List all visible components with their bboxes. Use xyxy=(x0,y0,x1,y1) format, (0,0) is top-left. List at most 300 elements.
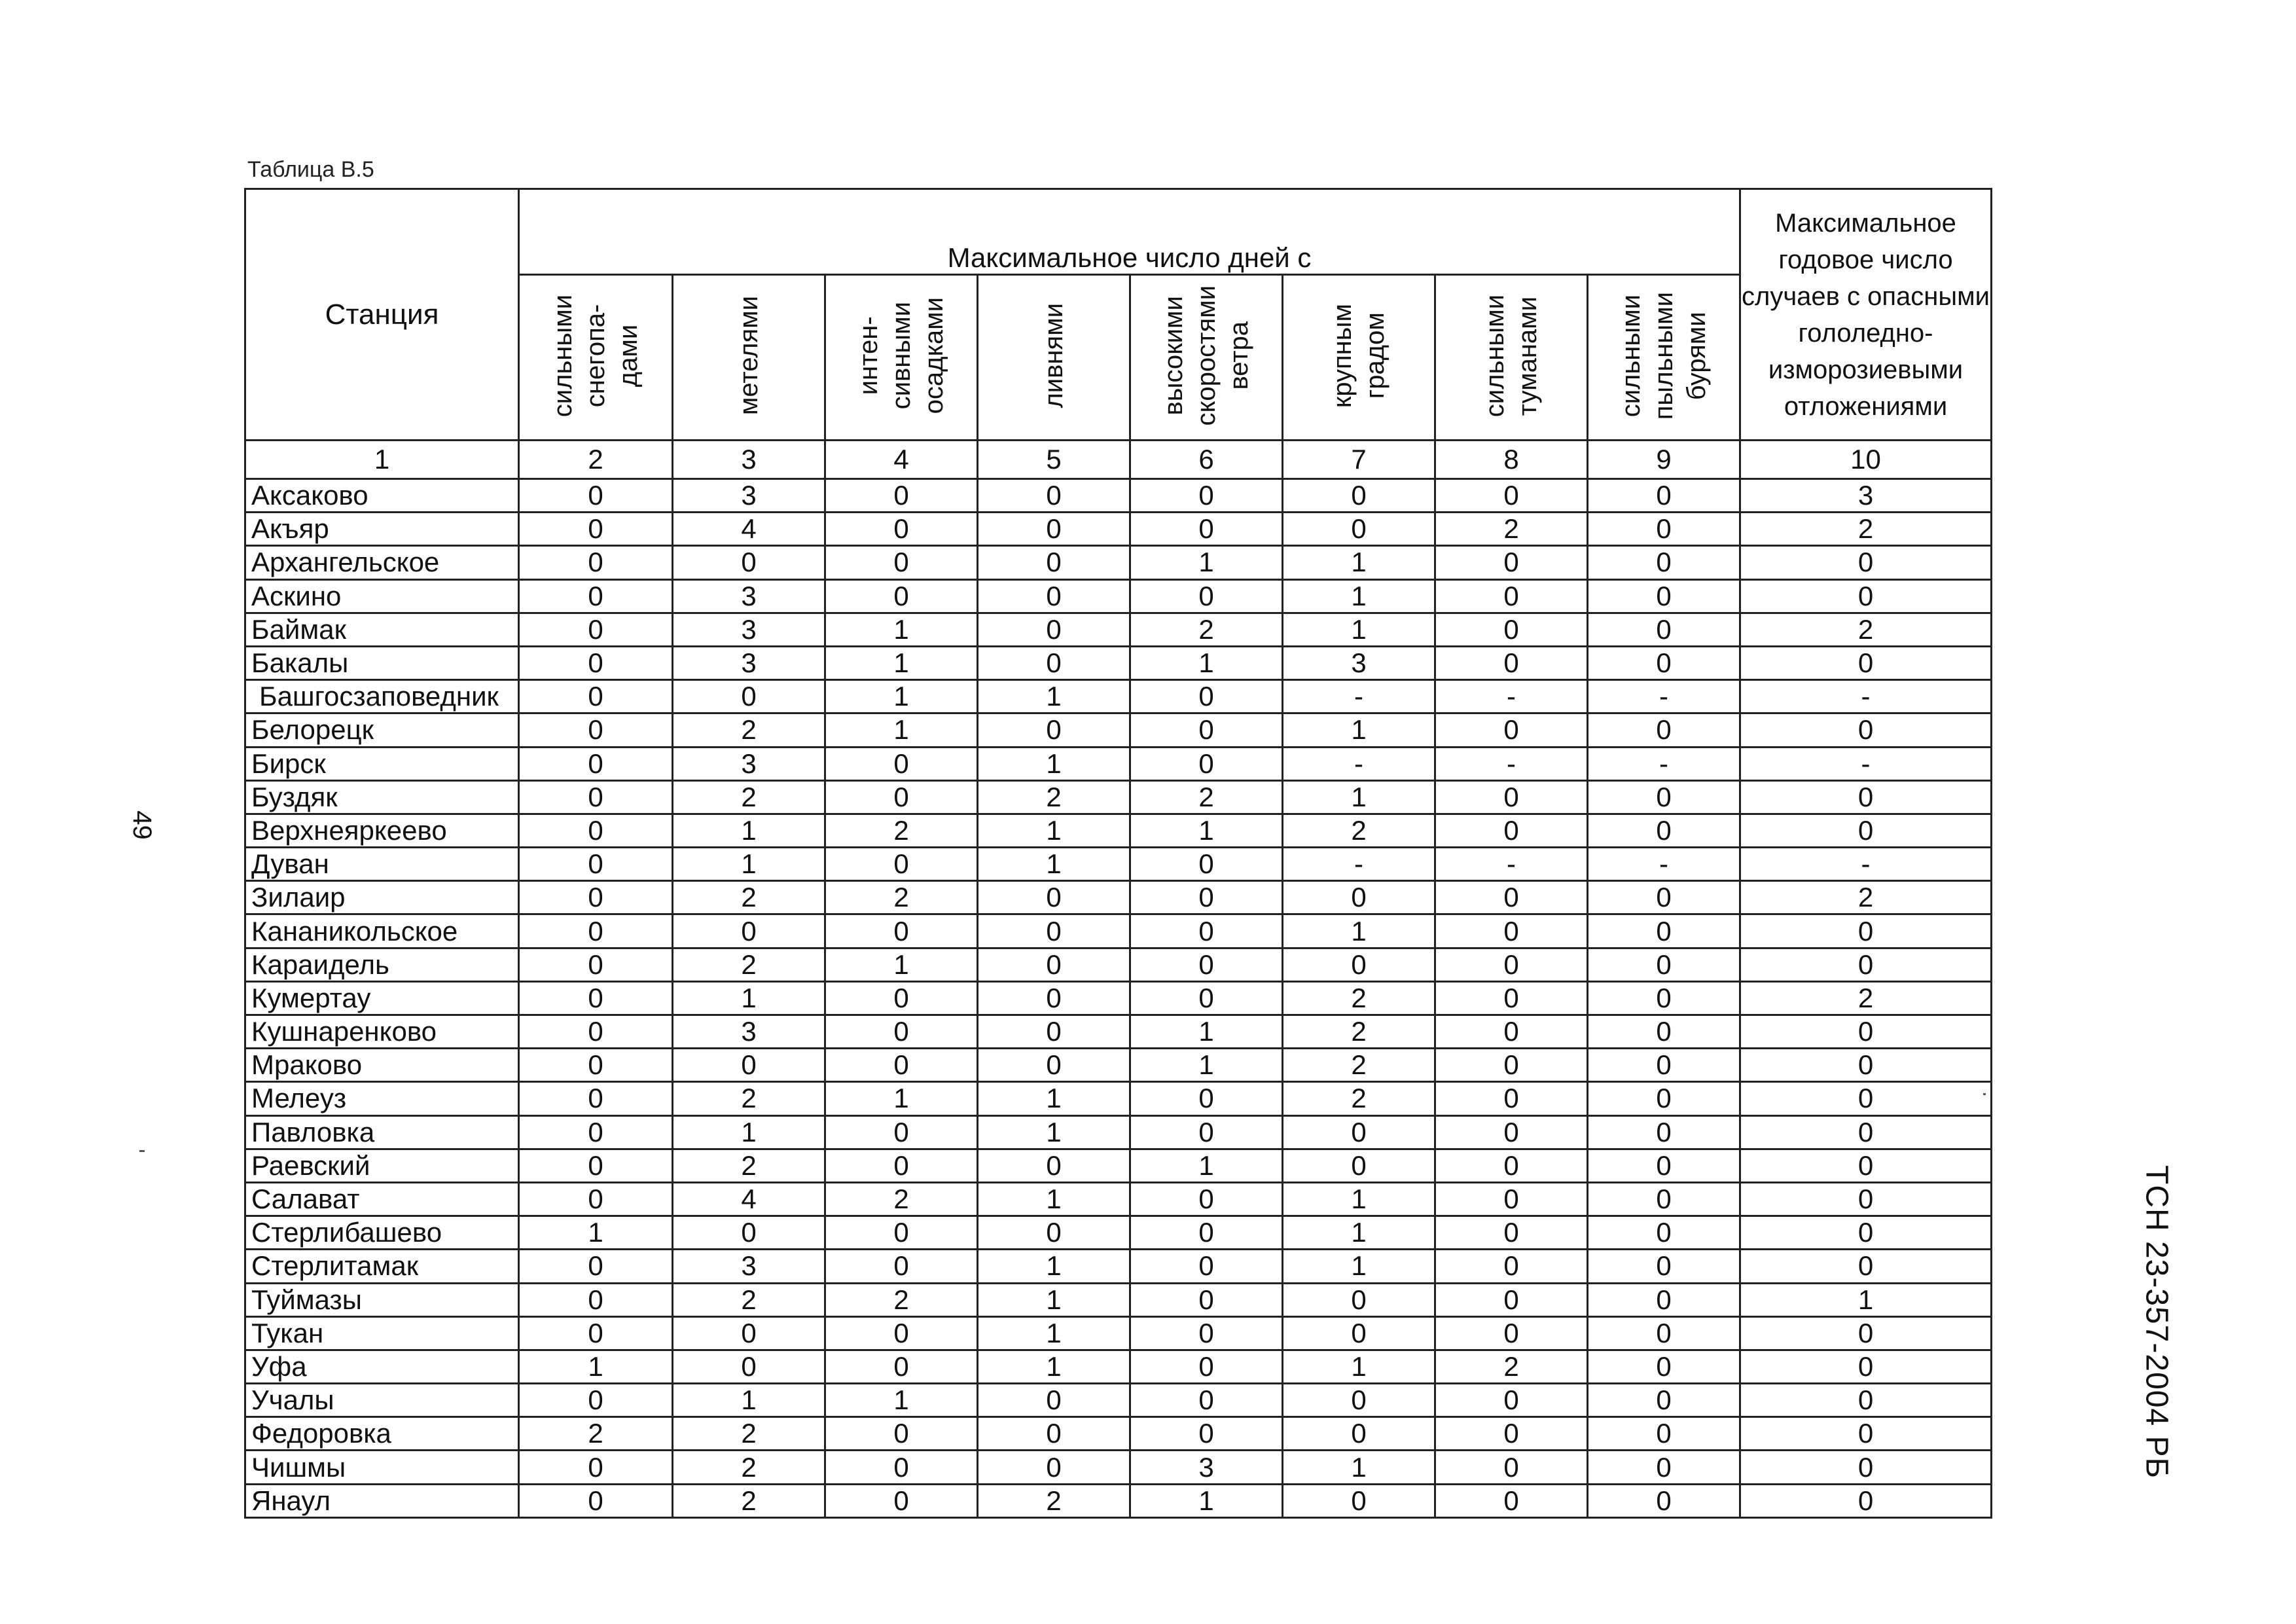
table-cell: 3 xyxy=(1283,646,1435,679)
table-cell: 0 xyxy=(978,981,1130,1015)
table-cell: 0 xyxy=(978,1149,1130,1182)
table-cell: 0 xyxy=(978,1015,1130,1049)
document-code: ТСН 23-357-2004 РБ xyxy=(2139,1164,2174,1479)
table-cell: 0 xyxy=(519,814,673,847)
header-subcol-3 xyxy=(673,275,825,441)
table-cell: 0 xyxy=(825,1451,978,1484)
table-cell: 0 xyxy=(1588,513,1740,546)
table-cell: 0 xyxy=(519,613,673,646)
table-cell: 0 xyxy=(978,513,1130,546)
header-station: Станция xyxy=(245,189,519,441)
table-cell: 0 xyxy=(1130,1182,1283,1216)
table-cell: 2 xyxy=(1740,513,1992,546)
table-cell: 0 xyxy=(1588,1417,1740,1451)
column-number: 6 xyxy=(1130,441,1283,479)
table-caption: Таблица В.5 xyxy=(247,157,374,182)
table-cell: 2 xyxy=(673,780,825,814)
table-cell: 0 xyxy=(1740,1216,1992,1250)
table-cell: 0 xyxy=(1435,948,1588,981)
table-cell: 0 xyxy=(825,1350,978,1383)
table-row xyxy=(245,1384,1992,1417)
table-cell: 0 xyxy=(673,1316,825,1350)
table-cell: 2 xyxy=(1130,613,1283,646)
table-cell: 0 xyxy=(1435,646,1588,679)
table-cell: 0 xyxy=(1588,881,1740,914)
table-cell: 2 xyxy=(1283,1015,1435,1049)
table-cell: 0 xyxy=(1588,1283,1740,1316)
table-cell: 0 xyxy=(825,1149,978,1182)
table-row xyxy=(245,981,1992,1015)
table-cell: 0 xyxy=(1588,981,1740,1015)
header-subcol-6 xyxy=(1130,275,1283,441)
table-cell: 0 xyxy=(1283,1417,1435,1451)
table-cell: 0 xyxy=(519,479,673,513)
table-row xyxy=(245,1316,1992,1350)
table-cell: 1 xyxy=(1283,1216,1435,1250)
table-cell: 0 xyxy=(1588,613,1740,646)
table-cell: 0 xyxy=(1588,579,1740,613)
table-cell: 0 xyxy=(1130,579,1283,613)
table-cell: 0 xyxy=(1435,981,1588,1015)
table-cell: - xyxy=(1588,680,1740,713)
table-cell: 0 xyxy=(825,1250,978,1283)
station-name: Мраково xyxy=(245,1049,519,1082)
table-cell: 1 xyxy=(978,747,1130,780)
column-number: 1 xyxy=(245,441,519,479)
table-cell: 0 xyxy=(1130,1350,1283,1383)
table-cell: 0 xyxy=(673,680,825,713)
table-cell: 2 xyxy=(978,780,1130,814)
table-cell: 1 xyxy=(978,1115,1130,1149)
table-row xyxy=(245,513,1992,546)
header-subcol-label: крупным градом xyxy=(1328,303,1390,408)
table-cell: 0 xyxy=(1435,479,1588,513)
table-cell: 2 xyxy=(825,881,978,914)
table-row xyxy=(245,546,1992,579)
table-cell: 0 xyxy=(1588,1250,1740,1283)
station-name: Белорецк xyxy=(245,713,519,747)
table-cell: 0 xyxy=(1435,713,1588,747)
table-cell: 0 xyxy=(1283,1484,1435,1517)
table-cell: 0 xyxy=(978,613,1130,646)
page-number: 49 xyxy=(127,810,156,840)
table-cell: 0 xyxy=(825,1015,978,1049)
table-cell: 0 xyxy=(1740,1451,1992,1484)
station-name: Баймак xyxy=(245,613,519,646)
table-cell: 2 xyxy=(825,1182,978,1216)
table-cell: - xyxy=(1588,747,1740,780)
table-cell: 0 xyxy=(519,513,673,546)
station-name: Тукан xyxy=(245,1316,519,1350)
table-row xyxy=(245,1015,1992,1049)
table-cell: 1 xyxy=(1283,546,1435,579)
table-cell: 0 xyxy=(978,914,1130,948)
table-cell: 1 xyxy=(1283,1350,1435,1383)
table-cell: 0 xyxy=(1130,1417,1283,1451)
table-cell: 0 xyxy=(1740,1250,1992,1283)
table-cell: 1 xyxy=(1283,1451,1435,1484)
table-cell: - xyxy=(1283,680,1435,713)
table-cell: 0 xyxy=(978,1451,1130,1484)
table-cell: 1 xyxy=(825,948,978,981)
table-cell: 0 xyxy=(1130,881,1283,914)
station-name: Мелеуз xyxy=(245,1082,519,1115)
station-name: Учалы xyxy=(245,1384,519,1417)
table-cell: 0 xyxy=(825,1417,978,1451)
table-cell: 0 xyxy=(519,1283,673,1316)
table-cell: 0 xyxy=(1435,1049,1588,1082)
table-cell: 0 xyxy=(519,1384,673,1417)
table-cell: 0 xyxy=(825,1316,978,1350)
table-row xyxy=(245,780,1992,814)
table-row xyxy=(245,613,1992,646)
table-cell: 0 xyxy=(1740,579,1992,613)
table-cell: 0 xyxy=(825,747,978,780)
table-cell: 0 xyxy=(1130,1283,1283,1316)
header-max-annual-icing: Максимальное годовое число случаев с опасными гололедно-изморозиевыми отложениями xyxy=(1740,189,1992,441)
table-cell: 0 xyxy=(1130,1250,1283,1283)
station-name: Караидель xyxy=(245,948,519,981)
table-cell: 0 xyxy=(1588,1115,1740,1149)
table-row xyxy=(245,646,1992,679)
table-cell: 0 xyxy=(519,1316,673,1350)
station-name: Уфа xyxy=(245,1350,519,1383)
table-cell: 0 xyxy=(825,981,978,1015)
table-cell: 0 xyxy=(1588,948,1740,981)
table-cell: 0 xyxy=(825,914,978,948)
table-cell: 0 xyxy=(825,848,978,881)
column-number: 7 xyxy=(1283,441,1435,479)
table-cell: - xyxy=(1283,848,1435,881)
table-cell: 0 xyxy=(1740,814,1992,847)
table-cell: 0 xyxy=(1130,713,1283,747)
table-cell: - xyxy=(1740,848,1992,881)
table-cell: 0 xyxy=(1740,1182,1992,1216)
table-cell: 4 xyxy=(673,513,825,546)
table-cell: 2 xyxy=(1740,881,1992,914)
column-number: 10 xyxy=(1740,441,1992,479)
station-name: Бакалы xyxy=(245,646,519,679)
table-row xyxy=(245,848,1992,881)
table-cell: 0 xyxy=(1435,613,1588,646)
table-cell: 0 xyxy=(978,646,1130,679)
table-cell: 0 xyxy=(978,1049,1130,1082)
table-cell: 0 xyxy=(1435,814,1588,847)
table-cell: 0 xyxy=(1130,981,1283,1015)
table-cell: 0 xyxy=(1130,1384,1283,1417)
table-cell: 1 xyxy=(519,1350,673,1383)
column-number: 3 xyxy=(673,441,825,479)
table-row xyxy=(245,579,1992,613)
table-cell: 0 xyxy=(519,881,673,914)
table-cell: 0 xyxy=(1130,948,1283,981)
table-cell: 1 xyxy=(673,981,825,1015)
table-cell: 0 xyxy=(1130,914,1283,948)
table-cell: 0 xyxy=(1435,1250,1588,1283)
table-cell: 0 xyxy=(519,713,673,747)
table-cell: 0 xyxy=(1435,1451,1588,1484)
table-cell: 0 xyxy=(519,848,673,881)
table-row xyxy=(245,1451,1992,1484)
table-cell: 0 xyxy=(519,914,673,948)
table-cell: 1 xyxy=(1130,646,1283,679)
table-cell: 0 xyxy=(673,1049,825,1082)
header-subcol-9 xyxy=(1588,275,1740,441)
table-cell: 0 xyxy=(1130,1082,1283,1115)
table-cell: 0 xyxy=(519,546,673,579)
table-cell: 0 xyxy=(825,479,978,513)
table-cell: 0 xyxy=(1130,747,1283,780)
table-row xyxy=(245,881,1992,914)
table-cell: 0 xyxy=(673,914,825,948)
station-name: Бирск xyxy=(245,747,519,780)
header-subcol-label: метелями xyxy=(734,296,763,416)
table-cell: 0 xyxy=(1588,479,1740,513)
table-cell: 0 xyxy=(1435,914,1588,948)
table-cell: 1 xyxy=(1130,1049,1283,1082)
table-cell: 0 xyxy=(1435,1484,1588,1517)
table-cell: 0 xyxy=(1740,914,1992,948)
table-row xyxy=(245,914,1992,948)
table-cell: 0 xyxy=(1435,881,1588,914)
table-cell: 1 xyxy=(1283,914,1435,948)
table-cell: 2 xyxy=(673,1484,825,1517)
table-cell: 1 xyxy=(1130,546,1283,579)
table-cell: 0 xyxy=(1740,948,1992,981)
table-cell: 1 xyxy=(1283,1182,1435,1216)
table-cell: 3 xyxy=(1130,1451,1283,1484)
table-cell: 0 xyxy=(978,546,1130,579)
table-cell: 0 xyxy=(1588,546,1740,579)
station-name: Зилаир xyxy=(245,881,519,914)
table-cell: 0 xyxy=(1740,1115,1992,1149)
table-cell: 0 xyxy=(1283,479,1435,513)
table-cell: 0 xyxy=(1588,1015,1740,1049)
column-number: 5 xyxy=(978,441,1130,479)
table-cell: 0 xyxy=(1435,1384,1588,1417)
table-cell: 0 xyxy=(1130,1115,1283,1149)
header-subcol-label: сильными пыльными бурями xyxy=(1617,291,1711,420)
table-cell: 0 xyxy=(825,513,978,546)
table-cell: 0 xyxy=(825,1484,978,1517)
station-name: Башгосзаповедник xyxy=(245,680,519,713)
table-cell: 2 xyxy=(519,1417,673,1451)
header-subcol-2 xyxy=(519,275,673,441)
table-cell: 0 xyxy=(1740,1350,1992,1383)
table-cell: 2 xyxy=(673,1417,825,1451)
table-row xyxy=(245,1484,1992,1517)
table-cell: 1 xyxy=(978,1182,1130,1216)
table-cell: 0 xyxy=(1435,1182,1588,1216)
table-cell: 1 xyxy=(673,848,825,881)
table-cell: 0 xyxy=(1740,1417,1992,1451)
table-cell: 0 xyxy=(1740,1316,1992,1350)
header-subcol-label: сильными туманами xyxy=(1480,294,1542,418)
station-name: Акъяр xyxy=(245,513,519,546)
table-cell: 0 xyxy=(1283,1384,1435,1417)
table-cell: - xyxy=(1435,848,1588,881)
table-cell: 0 xyxy=(978,881,1130,914)
table-cell: 0 xyxy=(519,1149,673,1182)
table-cell: 0 xyxy=(825,1115,978,1149)
table-cell: - xyxy=(1283,747,1435,780)
table-cell: 0 xyxy=(1740,1015,1992,1049)
table-cell: 2 xyxy=(673,713,825,747)
table-cell: 3 xyxy=(673,1015,825,1049)
table-cell: 0 xyxy=(1740,1484,1992,1517)
table-cell: 0 xyxy=(1435,546,1588,579)
column-number: 8 xyxy=(1435,441,1588,479)
station-name: Кушнаренково xyxy=(245,1015,519,1049)
table-row xyxy=(245,814,1992,847)
table-cell: 1 xyxy=(1283,780,1435,814)
table-cell: - xyxy=(1435,747,1588,780)
table-cell: 3 xyxy=(673,747,825,780)
table-row xyxy=(245,1082,1992,1115)
table-cell: 1 xyxy=(673,814,825,847)
table-cell: 0 xyxy=(1740,1149,1992,1182)
table-cell: 0 xyxy=(1435,1283,1588,1316)
table-cell: 1 xyxy=(1283,613,1435,646)
table-cell: 0 xyxy=(519,1484,673,1517)
table-cell: 1 xyxy=(978,814,1130,847)
table-row xyxy=(245,1417,1992,1451)
table-cell: 0 xyxy=(519,981,673,1015)
station-name: Раевский xyxy=(245,1149,519,1182)
table-cell: 0 xyxy=(1588,1350,1740,1383)
table-cell: 0 xyxy=(1588,1451,1740,1484)
table-cell: 0 xyxy=(1588,646,1740,679)
table-cell: 0 xyxy=(1588,713,1740,747)
table-cell: 0 xyxy=(978,1384,1130,1417)
table-cell: 0 xyxy=(1740,546,1992,579)
station-name: Верхнеяркеево xyxy=(245,814,519,847)
table-row xyxy=(245,1115,1992,1149)
header-subcol-label: ливнями xyxy=(1039,303,1068,408)
table-cell: 0 xyxy=(1435,1149,1588,1182)
table-row xyxy=(245,479,1992,513)
table-cell: 0 xyxy=(1740,646,1992,679)
table-cell: 0 xyxy=(1435,1082,1588,1115)
header-subcol-label: сильными снегопа- дами xyxy=(548,294,643,418)
table-cell: 0 xyxy=(673,1216,825,1250)
table-cell: 0 xyxy=(1588,914,1740,948)
table-cell: 2 xyxy=(1435,513,1588,546)
table-cell: 1 xyxy=(1283,579,1435,613)
table-cell: 2 xyxy=(673,1082,825,1115)
table-cell: 0 xyxy=(1435,1015,1588,1049)
table-cell: 0 xyxy=(519,646,673,679)
column-number: 4 xyxy=(825,441,978,479)
header-subcol-label: высокими скоростями ветра xyxy=(1159,285,1253,426)
table-cell: 3 xyxy=(1740,479,1992,513)
table-cell: 2 xyxy=(673,881,825,914)
table-cell: 0 xyxy=(1588,814,1740,847)
table-cell: 0 xyxy=(519,680,673,713)
table-row xyxy=(245,1283,1992,1316)
station-name: Аксаково xyxy=(245,479,519,513)
scan-speck xyxy=(139,1150,145,1152)
table-row xyxy=(245,713,1992,747)
table-row xyxy=(245,1049,1992,1082)
table-cell: 1 xyxy=(978,1350,1130,1383)
header-subcol-5 xyxy=(978,275,1130,441)
table-cell: 0 xyxy=(519,579,673,613)
table-cell: 1 xyxy=(673,1384,825,1417)
table-cell: 0 xyxy=(978,1417,1130,1451)
table-cell: 1 xyxy=(978,1316,1130,1350)
table-cell: - xyxy=(1740,747,1992,780)
scan-speck xyxy=(1983,1093,1986,1095)
table-cell: 2 xyxy=(1283,981,1435,1015)
station-name: Архангельское xyxy=(245,546,519,579)
station-name: Павловка xyxy=(245,1115,519,1149)
table-cell: 0 xyxy=(1740,1384,1992,1417)
header-max-days: Максимальное число дней с xyxy=(519,189,1740,275)
table-cell: 0 xyxy=(1130,848,1283,881)
table-cell: - xyxy=(1740,680,1992,713)
station-name: Стерлитамак xyxy=(245,1250,519,1283)
station-name: Буздяк xyxy=(245,780,519,814)
table-cell: 0 xyxy=(1588,1316,1740,1350)
table-cell: 0 xyxy=(1130,1216,1283,1250)
table-cell: 1 xyxy=(978,1250,1130,1283)
table-cell: 1 xyxy=(673,1115,825,1149)
table-cell: 2 xyxy=(1740,981,1992,1015)
table-cell: 0 xyxy=(1740,1082,1992,1115)
table-cell: 0 xyxy=(1130,513,1283,546)
table-cell: 1 xyxy=(1130,1015,1283,1049)
table-cell: 3 xyxy=(673,646,825,679)
table-cell: 0 xyxy=(1588,1484,1740,1517)
table-cell: 0 xyxy=(825,546,978,579)
table-cell: 0 xyxy=(519,1082,673,1115)
table-cell: 2 xyxy=(1740,613,1992,646)
table-cell: 0 xyxy=(978,713,1130,747)
table-cell: 0 xyxy=(519,747,673,780)
table-cell: 0 xyxy=(1283,1283,1435,1316)
table-cell: 1 xyxy=(978,1082,1130,1115)
table-cell: 0 xyxy=(519,1015,673,1049)
table-cell: 2 xyxy=(1130,780,1283,814)
table-cell: 1 xyxy=(825,680,978,713)
table-cell: 0 xyxy=(519,1049,673,1082)
table-cell: 1 xyxy=(1283,1250,1435,1283)
table-cell: 0 xyxy=(1130,479,1283,513)
station-name: Чишмы xyxy=(245,1451,519,1484)
column-number: 2 xyxy=(519,441,673,479)
table-row xyxy=(245,1350,1992,1383)
table-cell: 0 xyxy=(1588,1149,1740,1182)
table-cell: 0 xyxy=(1283,1149,1435,1182)
table-cell: 0 xyxy=(1588,780,1740,814)
table-cell: 0 xyxy=(1435,780,1588,814)
table-cell: 1 xyxy=(825,713,978,747)
table-cell: 0 xyxy=(1588,1384,1740,1417)
table-cell: 0 xyxy=(1283,948,1435,981)
table-cell: 1 xyxy=(519,1216,673,1250)
table-cell: 0 xyxy=(1588,1182,1740,1216)
table-cell: 0 xyxy=(1435,1417,1588,1451)
table-cell: 0 xyxy=(1435,1316,1588,1350)
table-cell: 1 xyxy=(1130,1484,1283,1517)
table-cell: 2 xyxy=(673,948,825,981)
table-cell: 1 xyxy=(1130,1149,1283,1182)
table-cell: 0 xyxy=(978,479,1130,513)
table-cell: 0 xyxy=(1435,1216,1588,1250)
station-name: Кананикольское xyxy=(245,914,519,948)
table-cell: 2 xyxy=(978,1484,1130,1517)
